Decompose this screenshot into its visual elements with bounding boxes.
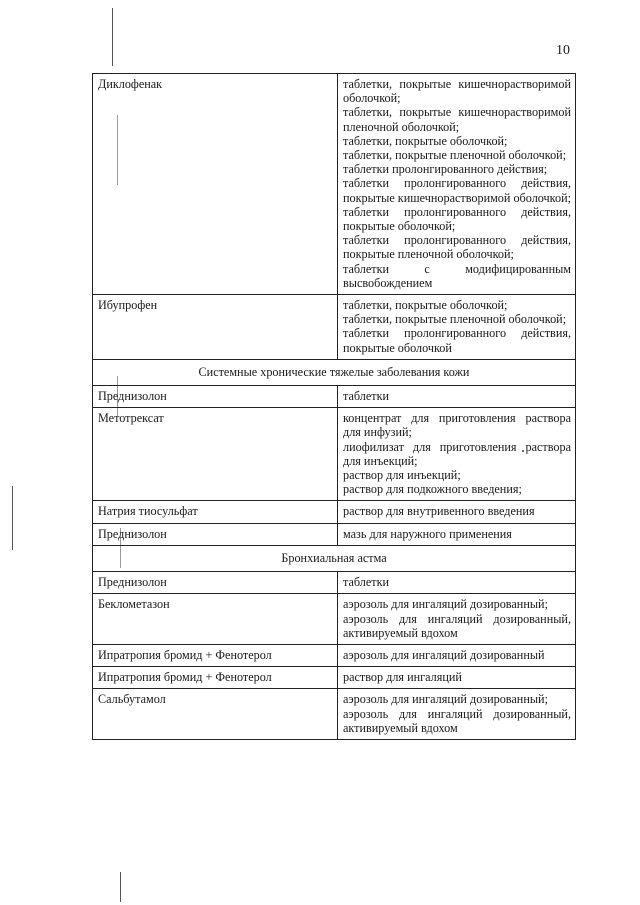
- drug-name: Диклофенак: [93, 74, 338, 295]
- dosage-forms: [338, 689, 576, 740]
- drug-name: Преднизолон: [93, 523, 338, 545]
- dosage-form-item: таблетки: [343, 389, 390, 404]
- drug-table: [92, 73, 576, 740]
- table-row: [93, 667, 576, 689]
- drug-name: Ипратропия бромид + Фенотерол: [93, 667, 338, 689]
- dosage-form-item: аэрозоль для ингаляций дозированный, активируемый вдохом: [343, 611, 571, 640]
- dosage-form-item: аэрозоль для ингаляций дозированный;: [343, 597, 548, 612]
- dosage-forms: [338, 644, 576, 666]
- table-row: [93, 594, 576, 645]
- table-row: [93, 295, 576, 360]
- drug-name: Беклометазон: [93, 594, 338, 645]
- drug-name: Натрия тиосульфат: [93, 501, 338, 523]
- section-row: [93, 545, 576, 571]
- page-number: 10: [556, 43, 570, 58]
- section-title: Системные хронические тяжелые заболевания кожи: [93, 359, 576, 385]
- dosage-forms: [338, 501, 576, 523]
- drug-name: Ипратропия бромид + Фенотерол: [93, 644, 338, 666]
- dosage-forms: [338, 572, 576, 594]
- dosage-form-item: таблетки, покрытые кишечнорастворимой оболочкой;: [343, 77, 571, 106]
- dosage-forms: [338, 295, 576, 360]
- section-title: Бронхиальная астма: [93, 545, 576, 571]
- table-row: [93, 386, 576, 408]
- table-row: [93, 523, 576, 545]
- table-row: [93, 644, 576, 666]
- dosage-form-item: таблетки, покрытые кишечнорастворимой пленочной оболочкой;: [343, 105, 571, 134]
- dosage-forms: [338, 594, 576, 645]
- drug-name: Преднизолон: [93, 572, 338, 594]
- dosage-form-item: аэрозоль для ингаляций дозированный, активируемый вдохом: [343, 706, 571, 735]
- dosage-form-item: таблетки с модифицированным высвобождением: [343, 261, 571, 290]
- dosage-form-item: таблетки пролонгированного действия, покрытые оболочкой: [343, 326, 571, 355]
- dosage-forms: [338, 667, 576, 689]
- table-row: [93, 501, 576, 523]
- dosage-forms: [338, 523, 576, 545]
- dosage-form-item: таблетки пролонгированного действия, покрытые оболочкой;: [343, 204, 571, 234]
- dosage-form-item: таблетки пролонгированного действия, покрытые пленочной оболочкой;: [343, 233, 571, 262]
- drug-name: Сальбутамол: [93, 689, 338, 740]
- table-row: [93, 572, 576, 594]
- drug-name: Ибупрофен: [93, 295, 338, 360]
- table-row: [93, 408, 576, 501]
- dosage-form-item: мазь для наружного применения: [343, 526, 512, 541]
- dosage-form-item: таблетки, покрытые пленочной оболочкой;: [343, 312, 567, 327]
- drug-name: Преднизолон: [93, 386, 338, 408]
- drug-name: Метотрексат: [93, 408, 338, 501]
- dosage-forms: [338, 74, 576, 295]
- dosage-form-item: таблетки, покрытые оболочкой;: [343, 298, 508, 313]
- table-row: [93, 689, 576, 740]
- dosage-form-item: раствор для инъекций;: [343, 468, 461, 483]
- dosage-form-item: аэрозоль для ингаляций дозированный: [343, 647, 545, 662]
- dosage-form-item: раствор для подкожного введения;: [343, 482, 522, 497]
- dosage-forms: [338, 386, 576, 408]
- dosage-form-item: таблетки: [343, 575, 390, 590]
- dosage-form-item: лиофилизат для приготовления раствора для инъекций;: [343, 439, 571, 468]
- dosage-form-item: концентрат для приготовления раствора для инфузий;: [343, 411, 571, 440]
- scan-artifact: [120, 872, 121, 902]
- scan-artifact: [112, 8, 113, 66]
- table-row: [93, 74, 576, 295]
- scan-artifact: [12, 486, 13, 550]
- section-row: [93, 359, 576, 385]
- dosage-form-item: раствор для внутривенного введения: [343, 504, 535, 519]
- dosage-form-item: таблетки пролонгированного действия, покрытые кишечнорастворимой оболочкой;: [343, 176, 571, 205]
- dosage-forms: [338, 408, 576, 501]
- dosage-form-item: таблетки пролонгированного действия;: [343, 162, 548, 177]
- dosage-form-item: раствор для ингаляций: [343, 670, 462, 685]
- dosage-form-item: таблетки, покрытые оболочкой;: [343, 133, 508, 148]
- dosage-form-item: таблетки, покрытые пленочной оболочкой;: [343, 148, 567, 163]
- dosage-form-item: аэрозоль для ингаляций дозированный;: [343, 692, 548, 707]
